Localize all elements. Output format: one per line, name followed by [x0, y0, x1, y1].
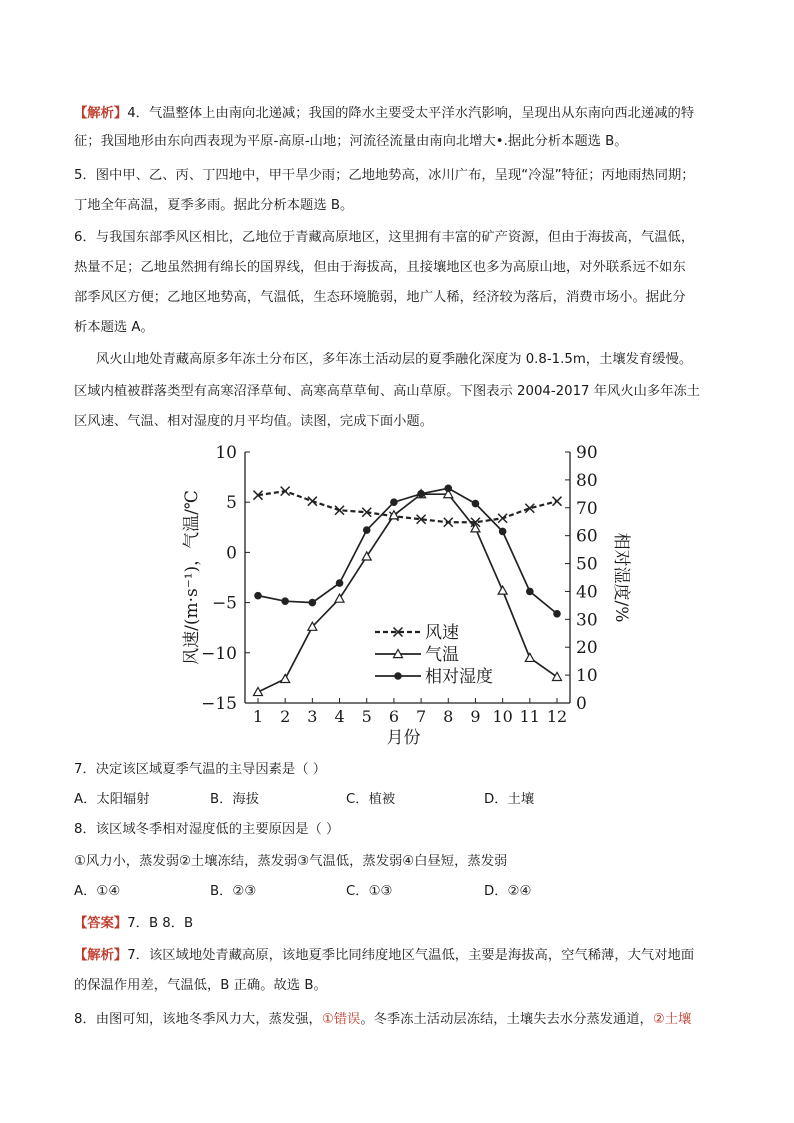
data-point-3	[444, 484, 452, 492]
x-tick-label: 5	[361, 707, 372, 726]
data-point-3	[281, 597, 289, 605]
left-tick-label: −10	[201, 643, 237, 664]
data-point-2	[553, 672, 562, 680]
right-tick-label: 70	[576, 498, 598, 519]
x-tick-label: 9	[470, 707, 481, 726]
data-point-1	[553, 497, 562, 506]
q8-option-d[interactable]: D．②④	[484, 884, 532, 899]
right-tick-label: 20	[576, 638, 598, 659]
q6-line-4: 析本题选 A。	[74, 320, 154, 335]
q5-line-1: 5．图中甲、乙、丙、丁四地中，甲干旱少雨；乙地地势高，冰川广布，呈现“冷湿”特征；丙地雨热同期；	[74, 168, 695, 183]
x-axis-title: 月份	[386, 728, 421, 748]
left-tick-label: −15	[201, 694, 237, 714]
data-point-3	[309, 599, 317, 607]
analysis-label: 【解析】	[74, 106, 128, 121]
q8-option-a[interactable]: A．①④	[74, 884, 121, 899]
legend-marker-3	[394, 672, 402, 680]
right-tick-label: 50	[576, 554, 598, 575]
data-point-2	[281, 674, 290, 682]
series-line-2	[258, 494, 557, 692]
x-tick-label: 2	[280, 707, 291, 726]
right-axis-title: 相对湿度/%	[611, 532, 631, 623]
data-point-3	[526, 588, 534, 596]
data-point-3	[499, 528, 507, 536]
right-tick-label: 60	[576, 526, 598, 547]
data-point-2	[498, 586, 507, 594]
analysis-4-line-2: 征；我国地形由东向西表现为平原-高原-山地；河流径流量由南向北增大•.据此分析本题选 B。	[74, 134, 628, 149]
q6-line-2: 热量不足；乙地虽然拥有绵长的国界线，但由于海拔高，且接壤地区也多为高原山地，对外联系远不如东	[74, 260, 686, 275]
left-tick-label: 0	[226, 543, 237, 564]
analysis-7-line-2: 的保温作用差，气温低，B 正确。故选 B。	[74, 978, 327, 993]
q8-statements: ①风力小，蒸发弱②土壤冻结，蒸发弱③气温低，蒸发弱④白昼短，蒸发弱	[74, 854, 508, 869]
data-point-3	[553, 610, 561, 618]
data-point-3	[390, 498, 398, 506]
q7-option-a[interactable]: A．太阳辐射	[74, 792, 150, 807]
q7-option-b[interactable]: B．海拔	[210, 792, 260, 807]
data-point-3	[472, 500, 480, 508]
left-tick-label: 5	[226, 493, 237, 514]
q8-option-c[interactable]: C．①③	[346, 884, 393, 899]
analysis-label-2: 【解析】	[74, 948, 128, 963]
x-tick-label: 3	[307, 707, 318, 726]
analysis-4-line-1: 【解析】4．气温整体上由南向北递减；我国的降水主要受太平洋水汽影响，呈现出从东南向西北递减的特	[74, 106, 695, 121]
q5-line-2: 丁地全年高温，夏季多雨。据此分析本题选 B。	[74, 198, 354, 213]
right-tick-label: 0	[576, 694, 587, 714]
x-tick-label: 7	[415, 707, 427, 726]
left-tick-label: 10	[215, 443, 237, 463]
q6-line-1: 6．与我国东部季风区相比，乙地位于青藏高原地区，这里拥有丰富的矿产资源，但由于海拔高，气温低，	[74, 230, 695, 245]
intro-line-3: 区风速、气温、相对湿度的月平均值。读图，完成下面小题。	[74, 414, 434, 429]
right-tick-label: 10	[576, 666, 598, 687]
analysis-8-line-1: 8．由图可知，该地冬季风力大，蒸发强，①错误。冬季冻土活动层冻结，土壤失去水分蒸发通道，②土壤	[74, 1012, 692, 1027]
data-point-2	[254, 687, 263, 695]
error-mark-2: ②土壤	[652, 1012, 692, 1027]
q8-option-b[interactable]: B．②③	[210, 884, 257, 899]
data-point-3	[417, 490, 425, 498]
left-tick-label: −5	[211, 593, 237, 614]
legend-label-2: 气温	[425, 645, 459, 665]
climate-chart	[160, 438, 640, 756]
legend-label-3: 相对湿度	[425, 667, 493, 687]
x-tick-label: 10	[492, 707, 513, 726]
x-tick-label: 4	[334, 707, 345, 726]
data-point-3	[363, 526, 371, 534]
answer-line	[74, 914, 193, 934]
error-mark-1: ①错误	[321, 1012, 361, 1027]
q7-option-d[interactable]: D．土壤	[484, 792, 535, 807]
x-tick-label: 1	[252, 707, 264, 726]
series-line-3	[258, 488, 557, 614]
q6-line-3: 部季风区方便；乙地区地势高，气温低，生态环境脆弱，地广人稀，经济较为落后，消费市场小。据此分	[74, 290, 686, 305]
q7-option-c[interactable]: C．植被	[346, 792, 396, 807]
data-point-3	[336, 579, 344, 587]
right-tick-label: 90	[576, 443, 598, 463]
answer-label: 【答案】	[74, 916, 128, 931]
q8-stem: 8．该区域冬季相对湿度低的主要原因是（ ）	[74, 822, 340, 837]
q7-stem: 7．决定该区域夏季气温的主导因素是（ ）	[74, 762, 327, 777]
right-tick-label: 80	[576, 470, 598, 491]
intro-line-1: 风火山地处青藏高原多年冻土分布区，多年冻土活动层的夏季融化深度为 0.8-1.5m，土壤发育缓慢。	[96, 352, 693, 367]
intro-line-2: 区域内植被群落类型有高寒沼泽草甸、高寒高草草甸、高山草原。下图表示 2004-2017 年风火山多年冻土	[74, 384, 701, 399]
analysis-7-line-1: 【解析】7．该区域地处青藏高原，该地夏季比同纬度地区气温低，主要是海拔高，空气稀薄，大气对地面	[74, 948, 695, 963]
data-point-2	[525, 653, 534, 661]
data-point-1	[444, 518, 453, 527]
x-tick-label: 8	[443, 707, 454, 726]
x-tick-label: 11	[519, 707, 540, 726]
data-point-2	[335, 594, 344, 602]
x-tick-label: 6	[388, 707, 400, 726]
x-tick-label: 12	[546, 707, 568, 726]
answer-text: 7．B 8．B	[127, 916, 194, 931]
right-tick-label: 30	[576, 610, 598, 631]
data-point-3	[254, 592, 262, 600]
series-line-1	[258, 491, 557, 522]
left-axis-title: 风速/(m·s⁻¹)，气温/℃	[182, 490, 202, 665]
right-tick-label: 40	[576, 582, 598, 603]
legend-label-1: 风速	[425, 623, 459, 643]
